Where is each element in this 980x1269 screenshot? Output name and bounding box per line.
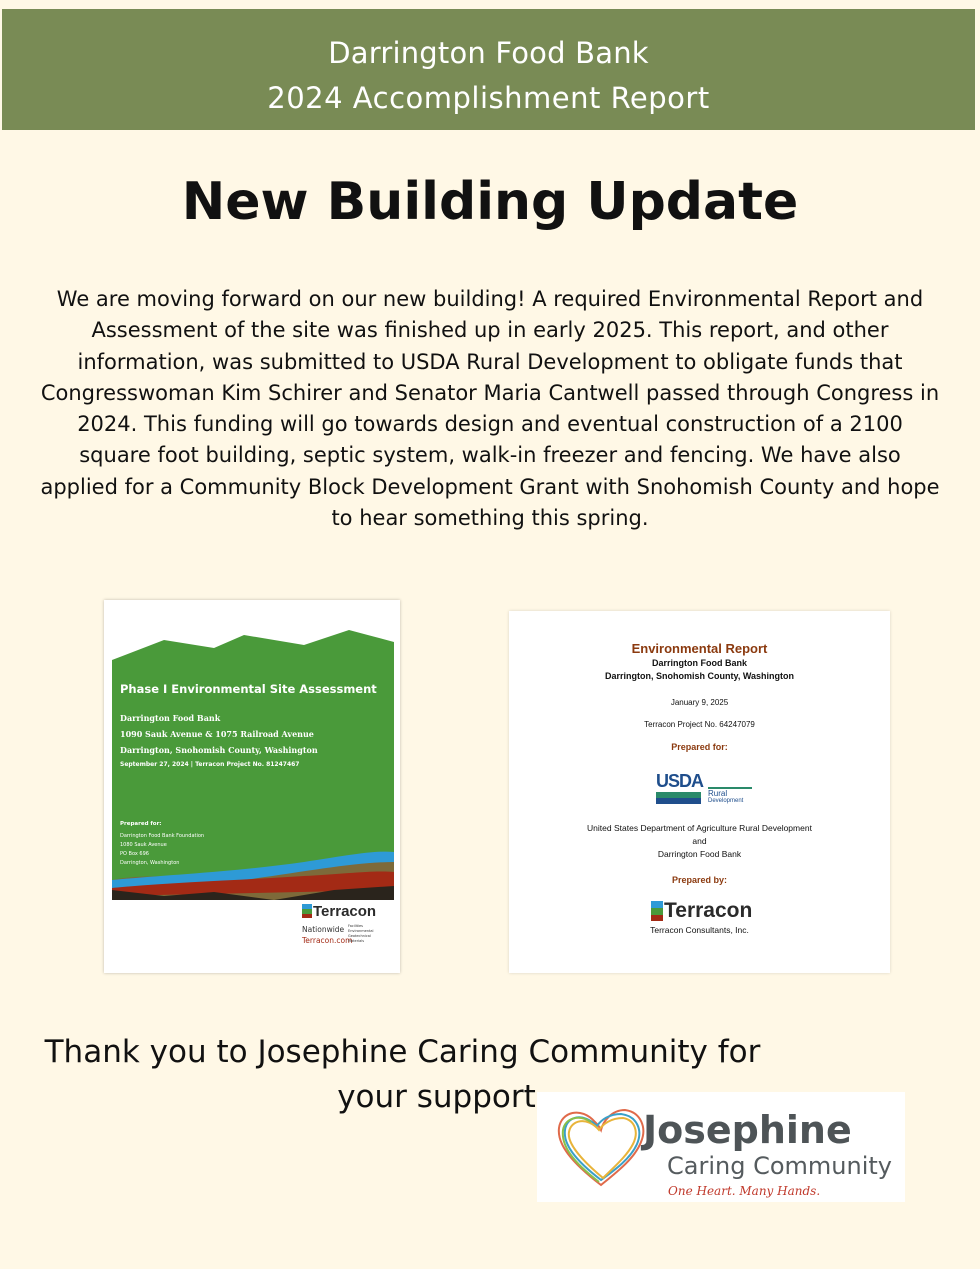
cover-pf4: Darrington, Washington <box>120 860 180 866</box>
report-org3: Darrington Food Bank <box>657 849 742 859</box>
terracon-mark-icon <box>302 904 312 918</box>
report-org1: United States Department of Agriculture Rural Development <box>587 823 812 833</box>
heart-icon <box>551 1100 651 1196</box>
rural-dev-icon <box>708 771 752 789</box>
cover-pf1: Darrington Food Bank Foundation <box>120 833 205 839</box>
cover-title: Phase I Environmental Site Assessment <box>120 682 377 696</box>
report-sub1: Darrington Food Bank <box>652 658 747 668</box>
report-sub2: Darrington, Snohomish County, Washington <box>605 671 794 681</box>
jcc-name: Josephine <box>643 1108 852 1152</box>
cover-pf3: PO Box 696 <box>120 851 149 857</box>
terracon-mark-icon <box>651 901 663 921</box>
rural-label: Rural <box>708 789 728 798</box>
usda-logo-text: USDA <box>656 771 704 791</box>
service-item: Geotechnical <box>348 934 371 938</box>
report-consultants: Terracon Consultants, Inc. <box>650 925 749 935</box>
cover-services <box>348 924 373 944</box>
page-title: New Building Update <box>181 172 799 232</box>
jcc-tagline: One Heart. Many Hands. <box>668 1184 821 1198</box>
cover-pf2: 1080 Sauk Avenue <box>120 842 167 848</box>
jcc-subname: Caring Community <box>667 1152 892 1180</box>
org-name: Darrington Food Bank <box>328 36 649 70</box>
cover-line1: Darrington Food Bank <box>120 713 221 723</box>
cover-site: Terracon.com <box>302 936 353 945</box>
cover-prepared-for: Prepared for: <box>120 821 162 827</box>
report-date: January 9, 2025 <box>670 698 729 707</box>
development-label: Development <box>708 798 744 804</box>
usda-logo-icon <box>656 792 701 804</box>
service-item: Facilities <box>348 924 363 928</box>
cover-line2: 1090 Sauk Avenue & 1075 Railroad Avenue <box>120 729 314 739</box>
header-banner <box>2 9 975 130</box>
thanks-line1: Thank you to Josephine Caring Community for <box>44 1034 761 1070</box>
report-prepared-for: Prepared for: <box>671 742 728 752</box>
phase1-report-cover <box>104 600 400 973</box>
cover-line3: Darrington, Snohomish County, Washington <box>120 745 318 755</box>
report-org2: and <box>692 836 707 846</box>
josephine-logo <box>537 1092 905 1202</box>
service-item: Materials <box>348 939 365 943</box>
service-item: Environmental <box>348 929 374 933</box>
report-prepared-by: Prepared by: <box>671 875 728 885</box>
thanks-line2: your support <box>337 1079 536 1115</box>
report-title: Environmental Report <box>631 641 768 656</box>
environmental-report-cover <box>509 611 890 973</box>
cover-line4: September 27, 2024 | Terracon Project No. 81247467 <box>120 761 300 768</box>
report-project: Terracon Project No. 64247079 <box>644 720 755 729</box>
report-title: 2024 Accomplishment Report <box>267 81 710 115</box>
report-terracon-logo: Terracon <box>664 899 753 922</box>
cover-terracon-logo: Terracon <box>313 903 377 920</box>
cover-nationwide: Nationwide <box>302 925 345 934</box>
body-paragraph: We are moving forward on our new building! A required Environmental Report and Assessment of the site was finished up in early 2025. This report, and other information, was submitted to USDA Rural Development to obligate funds that Congresswoman Kim Schirer and Senator Maria Cantwell passed through Congress in 2024. This funding will go towards design and eventual construction of a 2100 square foot building, septic system, walk-in freezer and fencing. We have also applied for a Community Block Development Grant with Snohomish County and hope to hear something this spring. <box>40 287 940 531</box>
